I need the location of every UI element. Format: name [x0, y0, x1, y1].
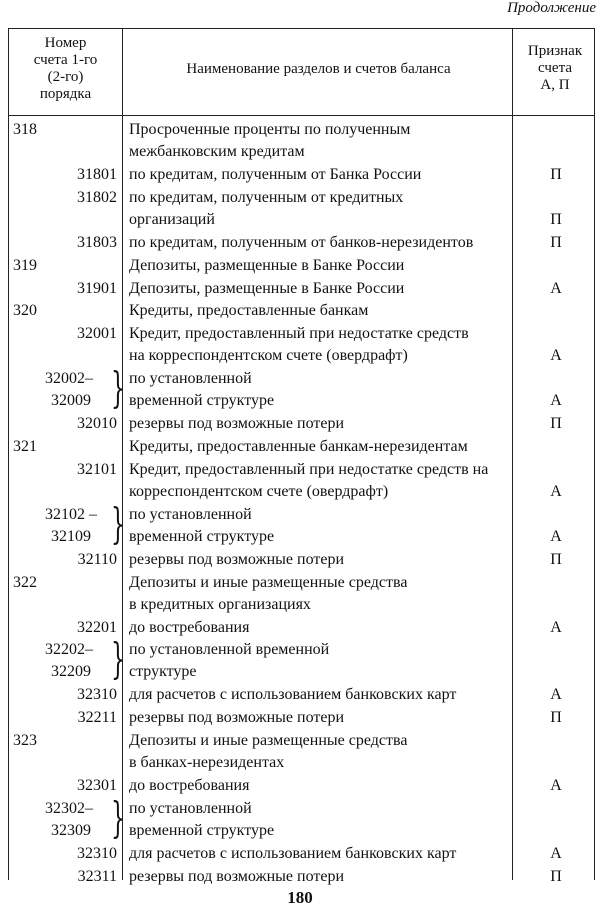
table-row	[9, 617, 594, 639]
account-name-line: по установленной	[129, 370, 252, 388]
account-sign: А	[550, 347, 562, 365]
account-code: 32009	[51, 392, 91, 410]
account-code: 318	[13, 121, 37, 138]
account-code: 32311	[77, 867, 117, 885]
table-row	[9, 501, 594, 550]
account-name	[129, 504, 509, 548]
header-section-name: Наименование разделов и счетов баланса	[186, 61, 451, 77]
table-row	[9, 730, 594, 774]
account-name	[129, 323, 509, 367]
account-name-line: резервы под возможные потери	[129, 709, 345, 727]
account-sign: П	[550, 415, 562, 433]
account-name	[129, 730, 509, 774]
account-name	[129, 843, 509, 865]
account-name-line: по установленной	[129, 505, 252, 523]
account-code: 32101	[77, 460, 117, 478]
account-code: 322	[13, 573, 37, 591]
account-name-line: по установленной	[129, 799, 252, 817]
account-name-line: резервы под возможные потери	[129, 867, 345, 885]
account-name	[129, 639, 509, 683]
account-name	[129, 707, 509, 729]
account-name	[129, 572, 509, 616]
account-name-line: временной структуре	[129, 821, 275, 839]
header-account-number	[9, 35, 122, 103]
account-code: 32310	[77, 686, 117, 704]
account-name	[129, 164, 509, 186]
account-sign: А	[550, 482, 562, 500]
account-name-line: Кредит, предоставленный при недостатке средств	[129, 325, 469, 343]
account-name-line: структуре	[129, 663, 197, 681]
account-code: 323	[13, 732, 37, 750]
table-row	[9, 436, 594, 458]
account-sign: А	[550, 392, 562, 410]
account-name-line: по кредитам, полученным от кредитных	[129, 188, 404, 206]
header-line: счета	[538, 60, 572, 76]
table-row	[9, 164, 594, 186]
account-sign: П	[550, 210, 562, 228]
account-code: 32211	[77, 709, 117, 727]
account-code: 31802	[77, 188, 117, 206]
account-name-line: в банках-нерезидентах	[129, 754, 285, 772]
account-name-line: резервы под возможные потери	[129, 415, 345, 433]
account-name	[129, 775, 509, 797]
account-name-line: организаций	[129, 210, 215, 228]
account-name-line: до востребования	[129, 618, 250, 636]
header-line: А, П	[540, 77, 570, 93]
account-name-line: Просроченные проценты по полученным	[129, 121, 411, 138]
account-sign: А	[550, 279, 562, 297]
header-line: счета 1-го	[33, 52, 98, 68]
account-sign: А	[550, 777, 562, 794]
account-name	[129, 617, 509, 639]
account-code: 31801	[77, 165, 117, 183]
table-row	[9, 323, 594, 367]
account-name-line: по кредитам, полученным от Банка России	[129, 165, 422, 183]
account-name-line: для расчетов с использованием банковских карт	[129, 686, 457, 704]
account-name-line: Кредиты, предоставленные банкам	[129, 302, 369, 320]
header-line: (2-го)	[47, 69, 84, 85]
account-sign: П	[550, 550, 562, 568]
table-row	[9, 413, 594, 435]
account-name-line: в кредитных организациях	[129, 595, 311, 613]
account-code: 32001	[77, 325, 117, 343]
table-row	[9, 572, 594, 616]
brace-icon: }	[111, 637, 125, 685]
account-code: 31803	[77, 233, 117, 251]
account-name-line: Депозиты и иные размещенные средства	[129, 573, 408, 591]
page-number: 180	[287, 888, 313, 907]
account-name-line: корреспондентском счете (овердрафт)	[129, 482, 389, 500]
table-row	[9, 232, 594, 254]
brace-icon: }	[111, 501, 125, 550]
account-code: 32110	[77, 550, 117, 568]
account-name-line: по установленной временной	[129, 641, 330, 659]
header-account-sign	[514, 43, 596, 94]
brace-icon: }	[111, 795, 125, 844]
table-row	[9, 300, 594, 322]
table-row	[9, 187, 594, 231]
account-sign: А	[550, 527, 562, 545]
table-row	[9, 775, 594, 797]
account-name	[129, 413, 509, 435]
account-code: 32102 –	[45, 505, 97, 523]
continuation-label: Продолжение	[507, 0, 596, 16]
account-name	[129, 255, 509, 277]
table-row	[9, 639, 594, 683]
account-name-line: Депозиты и иные размещенные средства	[129, 732, 408, 750]
table-row	[9, 843, 594, 865]
account-sign: А	[550, 618, 562, 636]
table-row	[9, 549, 594, 571]
account-sign: П	[550, 709, 562, 727]
account-code: 32201	[77, 618, 117, 636]
account-name-line: Депозиты, размещенные в Банке России	[129, 256, 405, 274]
accounts-table	[8, 28, 595, 885]
account-name	[129, 866, 509, 888]
account-code: 32309	[51, 821, 91, 839]
header-line: порядка	[39, 86, 92, 102]
account-code: 321	[13, 438, 37, 455]
account-name	[129, 684, 509, 706]
table-row	[9, 707, 594, 729]
account-code: 32209	[51, 663, 91, 681]
account-name-line: Кредиты, предоставленные банкам-нерезидентам	[129, 438, 468, 455]
account-name-line: резервы под возможные потери	[129, 550, 345, 568]
account-name-line: временной структуре	[129, 392, 275, 410]
table-row	[9, 255, 594, 277]
table-row	[9, 684, 594, 706]
table-row	[9, 119, 594, 163]
header-line: Номер	[44, 35, 87, 51]
account-code: 32002–	[45, 370, 93, 388]
account-sign: П	[550, 165, 562, 183]
account-name	[129, 798, 509, 842]
account-sign: П	[550, 867, 562, 885]
account-name-line: для расчетов с использованием банковских карт	[129, 844, 457, 862]
account-name-line: межбанковским кредитам	[129, 143, 305, 160]
account-name	[129, 549, 509, 571]
table-row	[9, 368, 594, 412]
account-code: 320	[13, 302, 37, 320]
account-name	[129, 436, 509, 458]
account-code: 32302–	[45, 799, 93, 817]
account-code: 32310	[77, 844, 117, 862]
account-sign: П	[550, 233, 562, 251]
account-name	[129, 278, 509, 300]
account-name	[129, 368, 509, 412]
account-code: 32109	[51, 527, 91, 545]
account-name	[129, 459, 509, 503]
table-row	[9, 866, 594, 888]
account-code: 319	[13, 256, 37, 274]
table-header	[9, 29, 594, 116]
account-code: 32010	[77, 415, 117, 433]
header-line: Признак	[527, 43, 583, 59]
account-name	[129, 187, 509, 231]
account-name-line: Кредит, предоставленный при недостатке средств на	[129, 460, 489, 478]
account-name-line: временной структуре	[129, 527, 275, 545]
table-row	[9, 459, 594, 503]
account-name-line: на корреспондентском счете (овердрафт)	[129, 347, 408, 365]
account-name	[129, 119, 509, 163]
account-name	[129, 300, 509, 322]
account-sign: А	[550, 844, 562, 862]
account-code: 32202–	[45, 641, 93, 659]
account-name	[129, 232, 509, 254]
account-name-line: Депозиты, размещенные в Банке России	[129, 279, 405, 297]
brace-icon: }	[111, 366, 125, 414]
table-row	[9, 278, 594, 300]
account-code: 32301	[77, 777, 117, 794]
table-row	[9, 795, 594, 844]
account-code: 31901	[77, 279, 117, 297]
account-sign: А	[550, 686, 562, 704]
account-name-line: до востребования	[129, 777, 250, 794]
account-name-line: по кредитам, полученным от банков-нерезидентов	[129, 233, 474, 251]
